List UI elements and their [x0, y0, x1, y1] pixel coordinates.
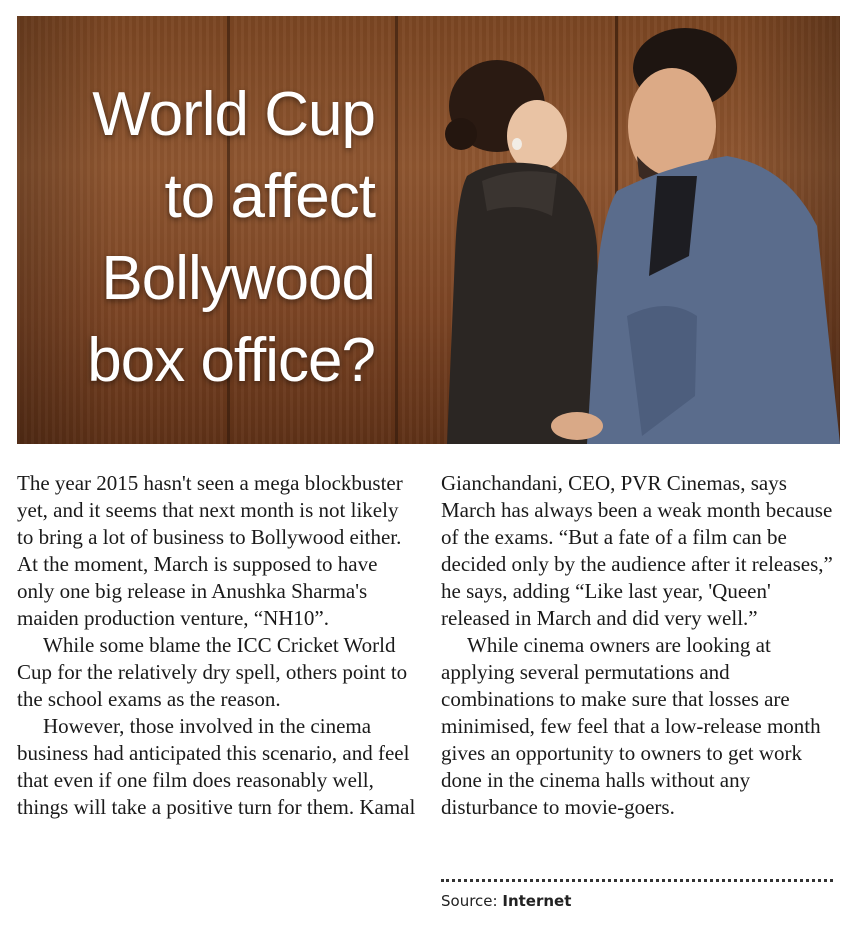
headline-line-3: Bollywood — [101, 244, 375, 313]
headline-line-2: to affect — [164, 162, 375, 231]
article-column-left — [17, 470, 417, 821]
article-paragraph: The year 2015 hasn't seen a mega blockbuster yet, and it seems that next month is not likely to bring a lot of business to Bollywood either. At the moment, March is supposed to have only one big release in Anushka Sharma's maiden production venture, “NH10”. — [17, 471, 403, 630]
article-paragraph: While cinema owners are looking at applying several permutations and combinations to make sure that losses are minimised, few feel that a low-release month gives an opportunity to owners to get work done in the cinema halls without any disturbance to movie-goers. — [441, 633, 821, 819]
headline-line-4: box office? — [87, 326, 375, 395]
headline — [45, 74, 375, 402]
dotted-divider — [441, 879, 833, 882]
article-paragraph: While some blame the ICC Cricket World Cup for the relatively dry spell, others point to the school exams as the reason. — [17, 633, 408, 711]
source-label: Source: — [441, 892, 498, 910]
article-paragraph: Gianchandani, CEO, PVR Cinemas, says March has always been a weak month because of the exams. “But a fate of a film can be decided only by the audience after it releases,” he says, adding “Like last year, 'Queen' released in March and did very well.” — [441, 471, 833, 630]
couple-photo — [427, 16, 840, 444]
headline-line-1: World Cup — [92, 80, 375, 149]
woman-figure — [445, 60, 602, 444]
source-value: Internet — [502, 892, 572, 910]
source-credit — [441, 892, 571, 910]
article-column-right — [441, 470, 841, 821]
article-paragraph: However, those involved in the cinema business had anticipated this scenario, and feel that even if one film does reasonably well, things will take a positive turn for them. Kamal — [17, 714, 416, 819]
hero-image — [17, 16, 840, 444]
wood-panel-seam — [395, 16, 398, 444]
